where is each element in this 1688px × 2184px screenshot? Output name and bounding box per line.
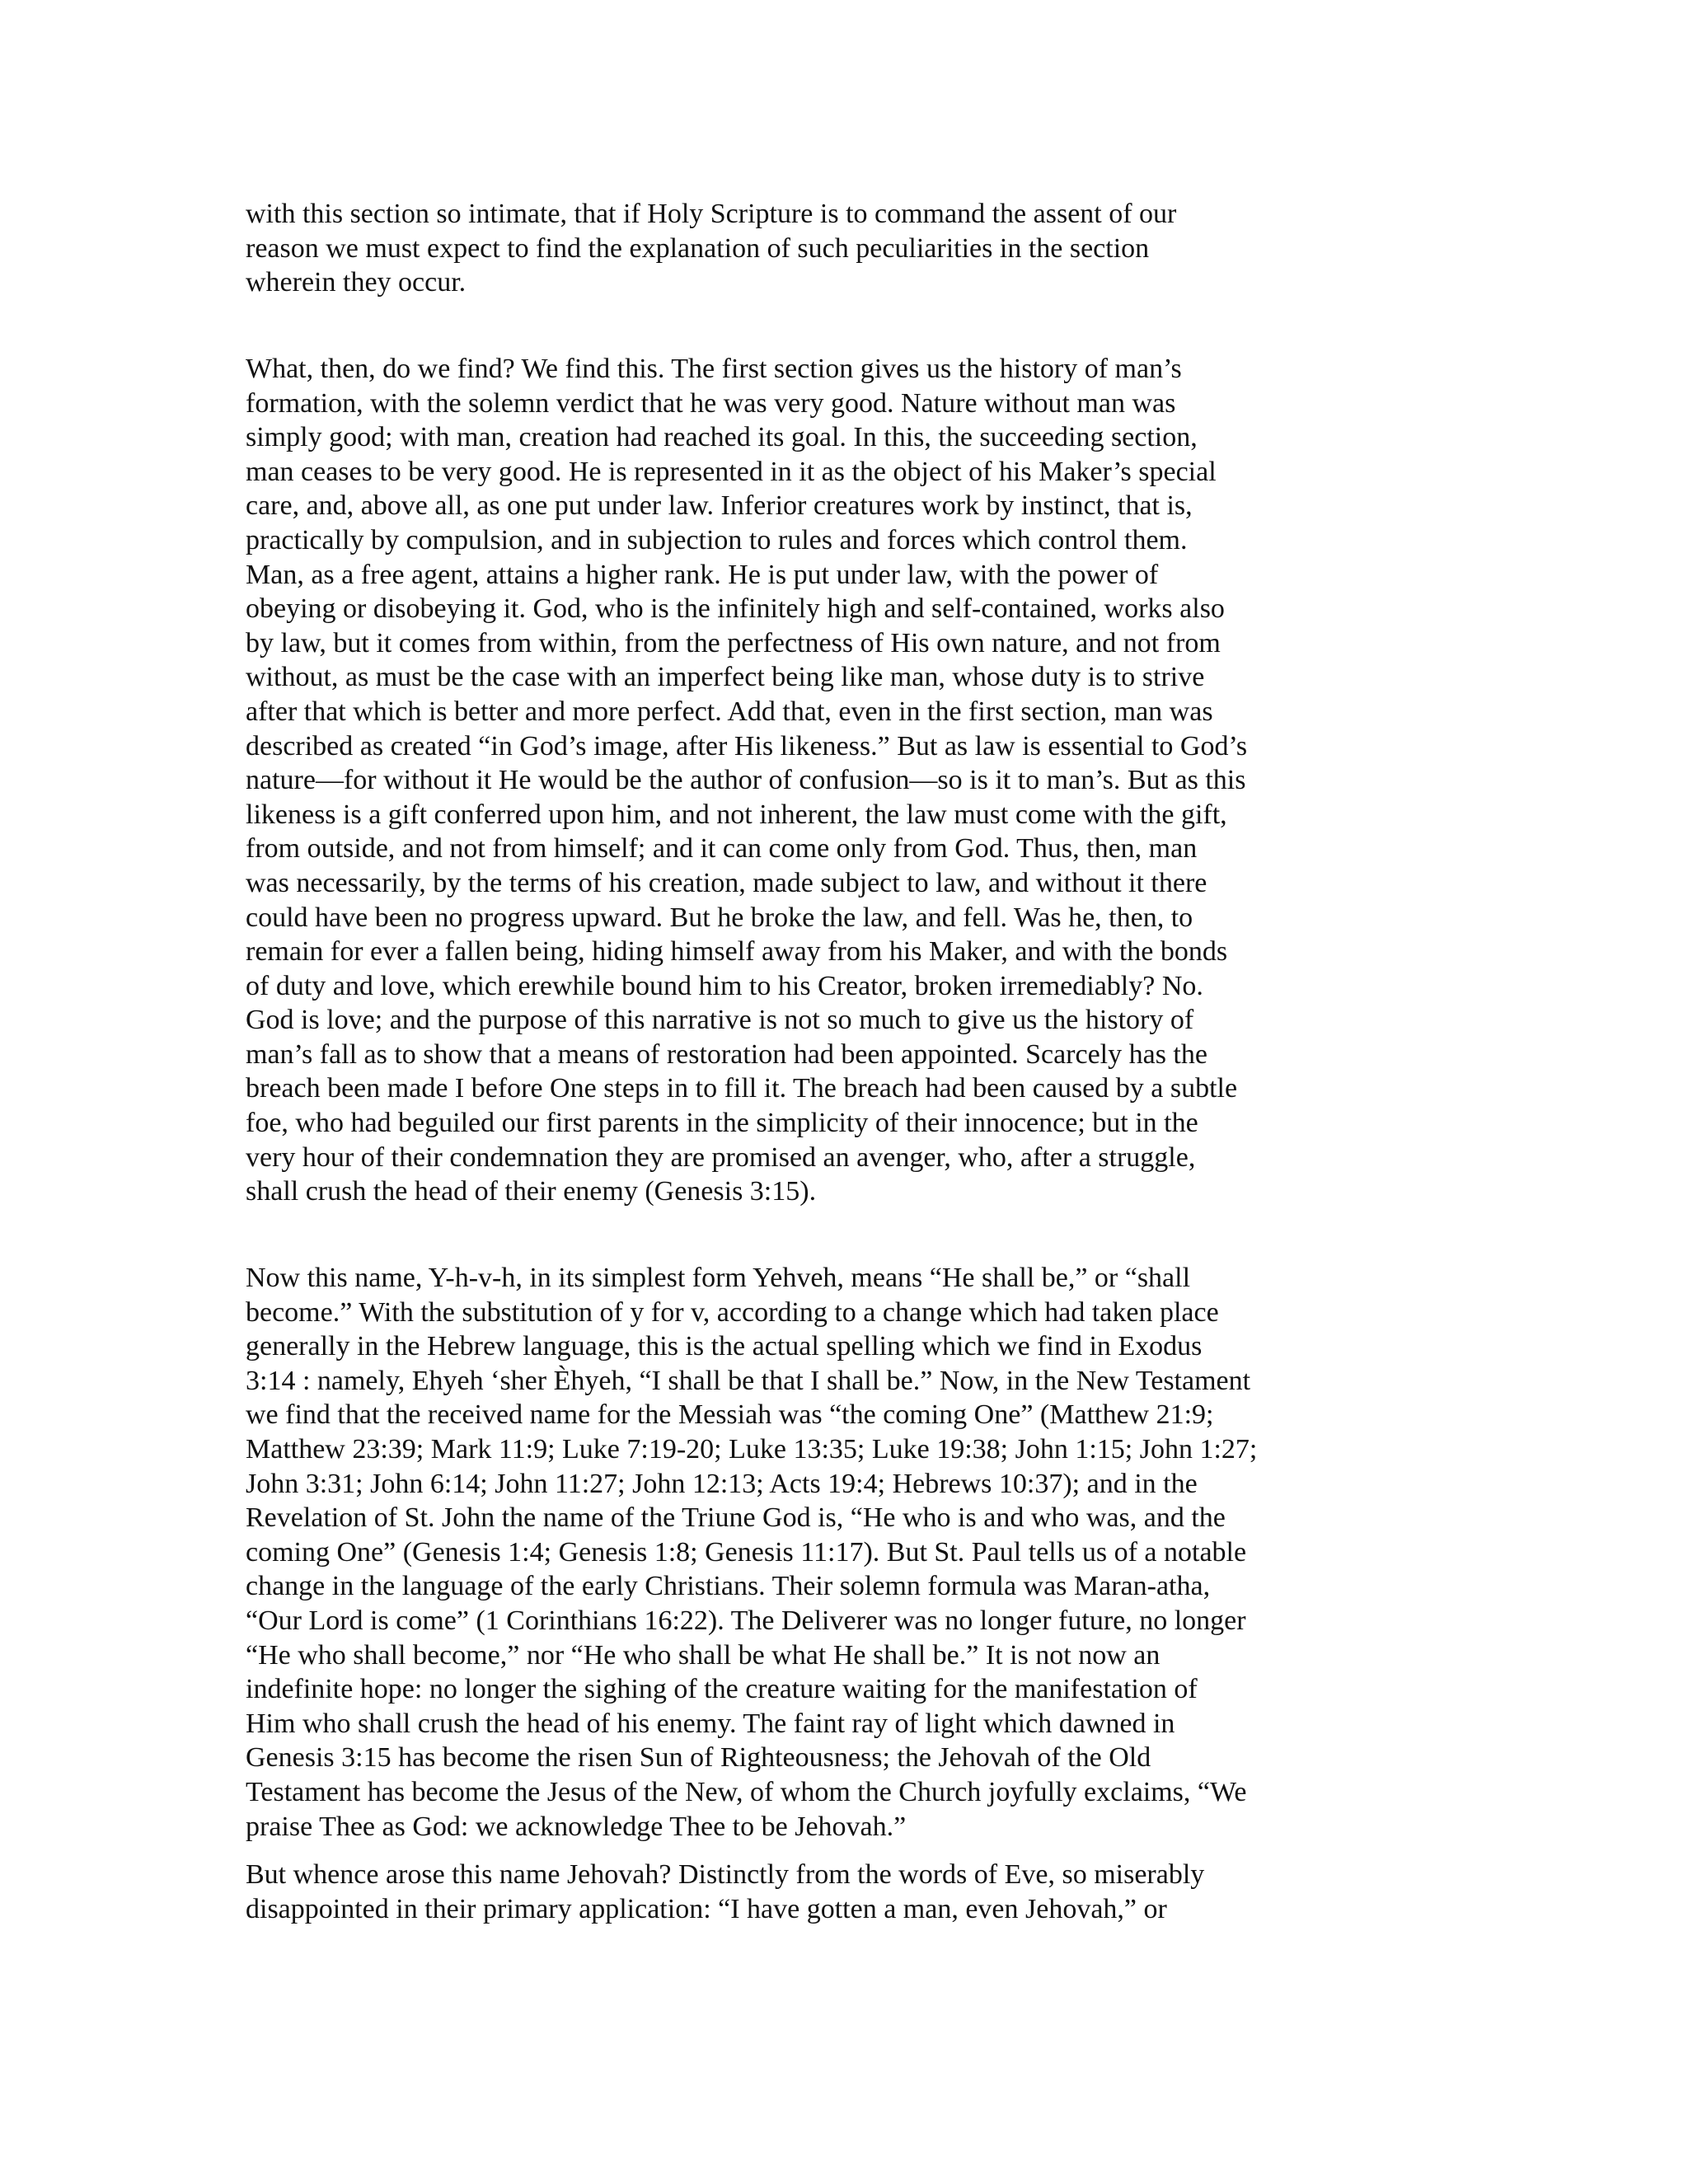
paragraph (246, 1858, 1441, 1926)
text-line: foe, who had beguiled our first parents in the simplicity of their innocence; but in the (246, 1108, 1198, 1139)
text-line: indefinite hope: no longer the sighing of the creature waiting for the manifestation of (246, 1674, 1198, 1705)
text-line: What, then, do we find? We find this. The first section gives us the history of man’s (246, 354, 1182, 384)
text-line: we find that the received name for the Messiah was “the coming One” (Matthew 21:9; (246, 1399, 1214, 1431)
text-line: very hour of their condemnation they are promised an avenger, who, after a struggle, (246, 1141, 1196, 1173)
text-line: described as created “in God’s image, after His likeness.” But as law is essential to God’s (246, 730, 1248, 762)
text-line: practically by compulsion, and in subjection to rules and forces which control them. (246, 524, 1188, 555)
paragraph (246, 1261, 1441, 1844)
text-line: “Our Lord is come” (1 Corinthians 16:22). The Deliverer was no longer future, no longer (246, 1605, 1246, 1636)
text-line: Now this name, Y-h-v-h, in its simplest form Yehveh, means “He shall be,” or “shall (246, 1263, 1191, 1293)
text-line: could have been no progress upward. But he broke the law, and fell. Was he, then, to (246, 902, 1193, 933)
text-line: become.” With the substitution of y for v, according to a change which had taken place (246, 1296, 1219, 1328)
text-line: reason we must expect to find the explanation of such peculiarities in the section (246, 232, 1150, 264)
text-line: remain for ever a fallen being, hiding himself away from his Maker, and with the bonds (246, 936, 1228, 968)
text-line: wherein they occur. (246, 267, 467, 298)
text-line: breach been made I before One steps in to fill it. The breach had been caused by a subtle (246, 1073, 1238, 1104)
text-line: praise Thee as God: we acknowledge Thee to be Jehovah.” (246, 1811, 907, 1842)
text-line: But whence arose this name Jehovah? Distinctly from the words of Eve, so miserably (246, 1859, 1205, 1890)
text-line: from outside, and not from himself; and it can come only from God. Thus, then, man (246, 833, 1198, 865)
text-line: of duty and love, which erewhile bound him to his Creator, broken irremediably? No. (246, 970, 1203, 1001)
text-line: Genesis 3:15 has become the risen Sun of Righteousness; the Jehovah of the Old (246, 1742, 1151, 1774)
text-line: God is love; and the purpose of this narrative is not so much to give us the history of (246, 1005, 1194, 1036)
text-line: without, as must be the case with an imperfect being like man, whose duty is to strive (246, 662, 1205, 693)
text-line: with this section so intimate, that if Holy Scripture is to command the assent of our (246, 199, 1177, 229)
paragraph (246, 352, 1441, 1209)
text-line: was necessarily, by the terms of his creation, made subject to law, and without it there (246, 867, 1207, 898)
text-line: Man, as a free agent, attains a higher rank. He is put under law, with the power of (246, 559, 1159, 590)
text-line: by law, but it comes from within, from the perfectness of His own nature, and not from (246, 627, 1221, 658)
text-line: man ceases to be very good. He is represented in it as the object of his Maker’s special (246, 456, 1217, 487)
text-line: nature—for without it He would be the author of confusion—so is it to man’s. But as this (246, 765, 1246, 796)
text-line: obeying or disobeying it. God, who is the infinitely high and self-contained, works also (246, 593, 1225, 625)
text-line: after that which is better and more perfect. Add that, even in the first section, man was (246, 696, 1213, 727)
text-line: likeness is a gift conferred upon him, and not inherent, the law must come with the gift, (246, 799, 1227, 830)
text-line: change in the language of the early Christians. Their solemn formula was Maran-atha, (246, 1571, 1211, 1602)
text-line: simply good; with man, creation had reached its goal. In this, the succeeding section, (246, 422, 1198, 453)
paragraph (246, 197, 1441, 300)
text-line: care, and, above all, as one put under law. Inferior creatures work by instinct, that is, (246, 490, 1193, 522)
text-line: “He who shall become,” nor “He who shall be what He shall be.” It is not now an (246, 1639, 1160, 1671)
text-line: shall crush the head of their enemy (Genesis 3:15). (246, 1176, 817, 1207)
text-line: Revelation of St. John the name of the Triune God is, “He who is and who was, and the (246, 1502, 1226, 1534)
text-line: disappointed in their primary application: “I have gotten a man, even Jehovah,” or (246, 1893, 1167, 1924)
text-line: coming One” (Genesis 1:4; Genesis 1:8; Genesis 11:17). But St. Paul tells us of a notable (246, 1536, 1247, 1568)
text-line: Testament has become the Jesus of the New, of whom the Church joyfully exclaims, “We (246, 1776, 1247, 1807)
text-line: Matthew 23:39; Mark 11:9; Luke 7:19-20; Luke 13:35; Luke 19:38; John 1:15; John 1:27; (246, 1433, 1258, 1465)
text-line: Him who shall crush the head of his enemy. The faint ray of light which dawned in (246, 1708, 1175, 1739)
text-line: generally in the Hebrew language, this is the actual spelling which we find in Exodus (246, 1331, 1203, 1362)
text-line: John 3:31; John 6:14; John 11:27; John 12:13; Acts 19:4; Hebrews 10:37); and in the (246, 1468, 1198, 1499)
text-line: 3:14 : namely, Ehyeh ‘sher Èhyeh, “I shall be that I shall be.” Now, in the New Testament (246, 1365, 1251, 1396)
text-line: man’s fall as to show that a means of restoration had been appointed. Scarcely has the (246, 1038, 1207, 1070)
text-line: formation, with the solemn verdict that he was very good. Nature without man was (246, 387, 1176, 419)
